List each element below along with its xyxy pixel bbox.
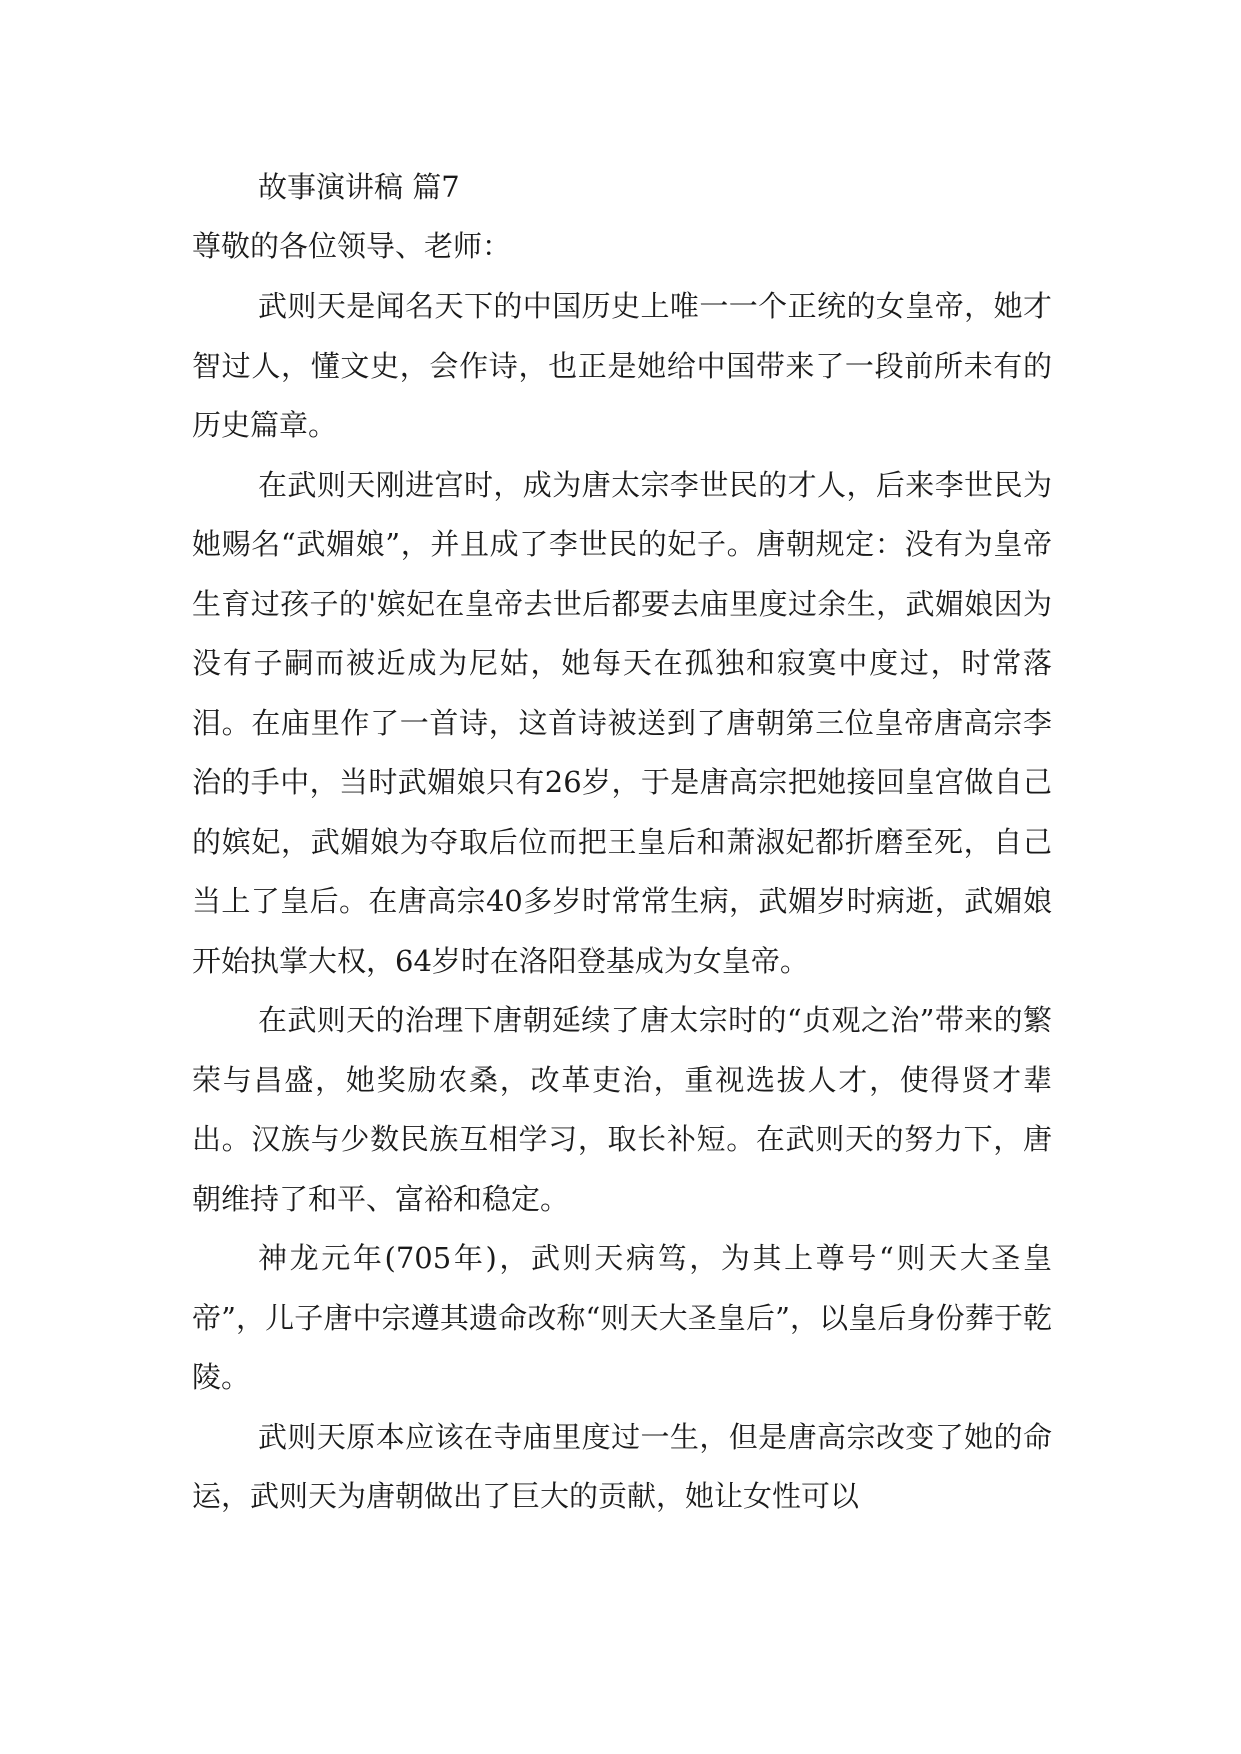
paragraph-governance: 在武则天的治理下唐朝延续了唐太宗时的“贞观之治”带来的繁荣与昌盛，她奖励农桑，改革吏治，重视选拔人才，使得贤才辈出。汉族与少数民族互相学习，取长补短。在武则天的努力下，唐朝维持了和平、富裕和稳定。 [192,1003,1052,1216]
document-title: 故事演讲稿 篇7 [258,170,460,204]
salutation: 尊敬的各位领导、老师： [192,229,512,263]
paragraph-death: 神龙元年(705年)，武则天病笃，为其上尊号“则天大圣皇帝”，儿子唐中宗遵其遗命改称“则天大圣皇后”，以皇后身份葬于乾陵。 [192,1241,1052,1394]
paragraph-legacy: 武则天原本应该在寺庙里度过一生，但是唐高宗改变了她的命运，武则天为唐朝做出了巨大的贡献，她让女性可以 [192,1419,1052,1513]
document-body [192,277,1052,1527]
paragraph-early-life: 在武则天刚进宫时，成为唐太宗李世民的才人，后来李世民为她赐名“武媚娘”，并且成了李世民的妃子。唐朝规定：没有为皇帝生育过孩子的'嫔妃在皇帝去世后都要去庙里度过余生，武媚娘因为没有子嗣而被近成为尼姑，她每天在孤独和寂寞中度过，时常落泪。在庙里作了一首诗，这首诗被送到了唐朝第三位皇帝唐高宗李治的手中，当时武媚娘只有26岁，于是唐高宗把她接回皇宫做自己的嫔妃，武媚娘为夺取后位而把王皇后和萧淑妃都折磨至死，自己当上了皇后。在唐高宗40多岁时常常生病，武媚岁时病逝，武媚娘开始执掌大权，64岁时在洛阳登基成为女皇帝。 [192,467,1052,978]
paragraph-intro: 武则天是闻名天下的中国历史上唯一一个正统的女皇帝，她才智过人，懂文史，会作诗，也正是她给中国带来了一段前所未有的历史篇章。 [192,289,1052,442]
